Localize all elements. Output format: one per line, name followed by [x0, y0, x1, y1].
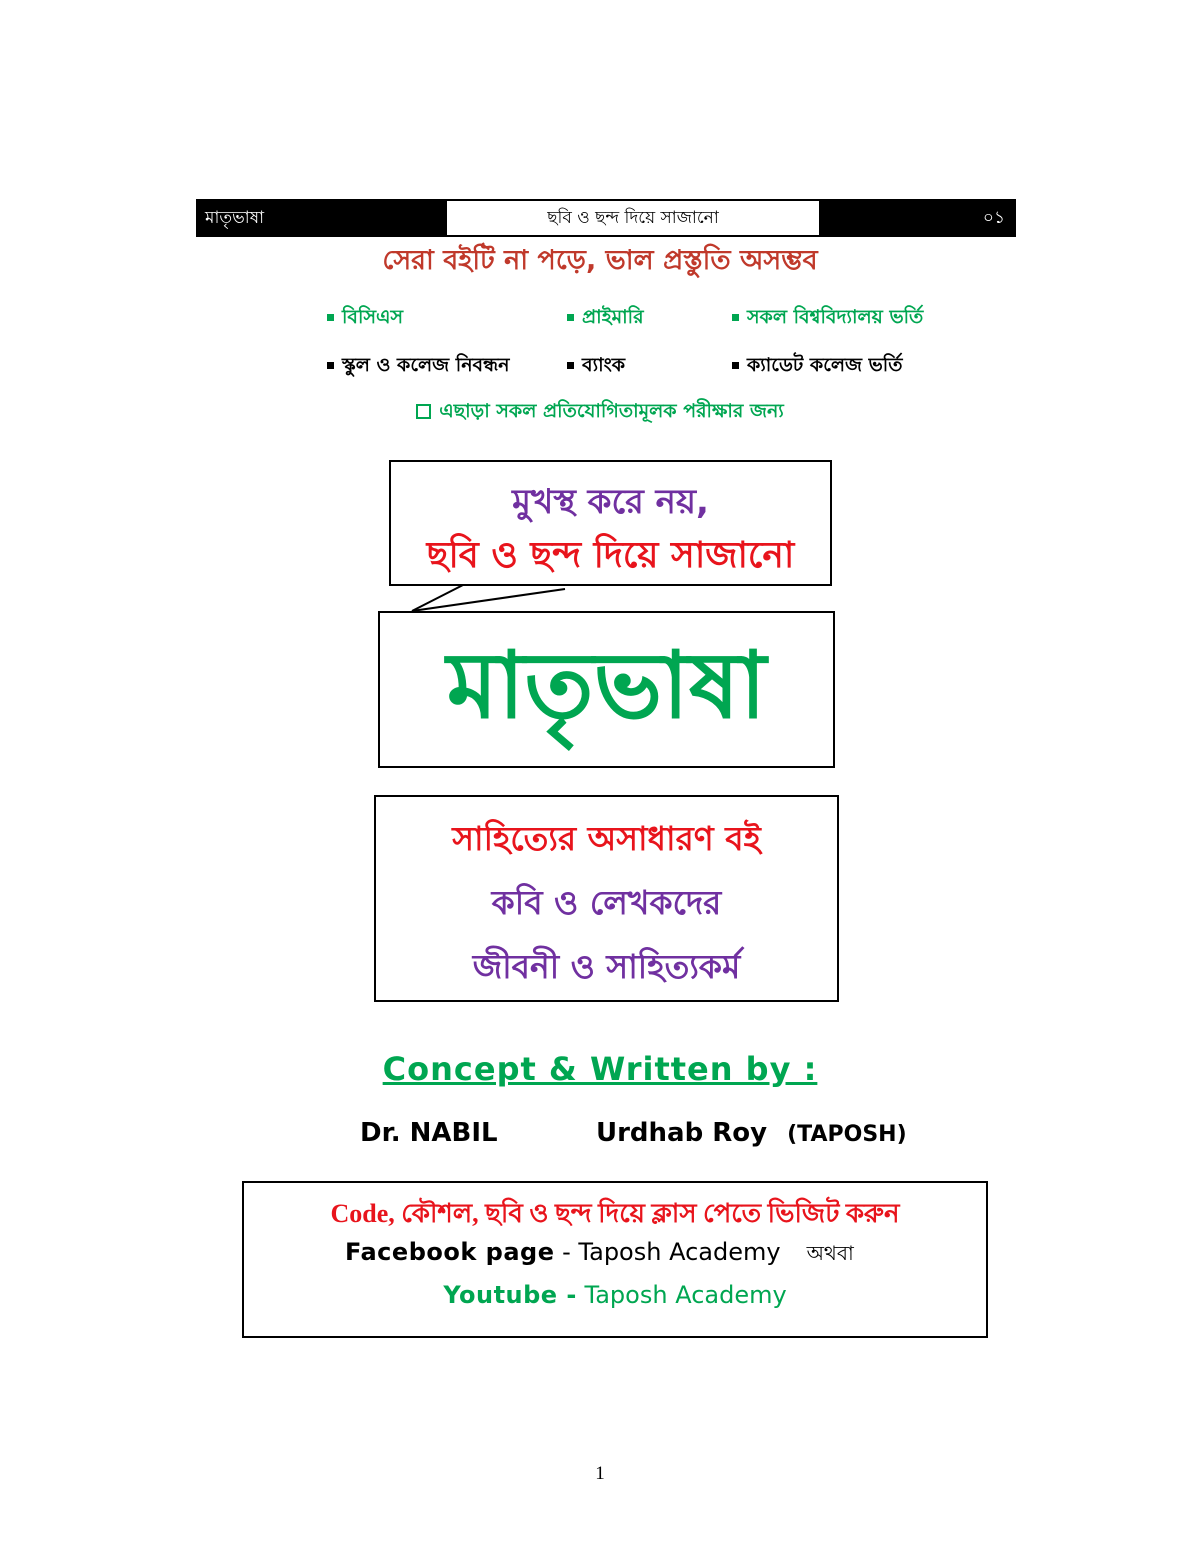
exam-item: ক্যাডেট কলেজ ভর্তি	[732, 351, 902, 383]
square-bullet-icon	[567, 362, 574, 369]
author-second: Urdhab Roy (TAPOSH)	[596, 1118, 907, 1148]
author-first: Dr. NABIL	[360, 1118, 498, 1148]
bubble-line-2: ছবি ও ছন্দ দিয়ে সাজানো	[426, 535, 795, 576]
youtube-label: Youtube -	[443, 1281, 577, 1309]
exam-item: স্কুল ও কলেজ নিবন্ধন	[327, 351, 510, 383]
page-number: 1	[595, 1463, 605, 1484]
exam-item: বিসিএস	[327, 303, 403, 335]
concept-heading: Concept & Written by :	[382, 1050, 818, 1088]
book-title: মাতৃভাষা	[446, 632, 767, 739]
other-exams-note: এছাড়া সকল প্রতিযোগিতামূলক পরীক্ষার জন্য	[0, 397, 1200, 429]
facebook-value: - Taposh Academy	[554, 1238, 781, 1266]
facebook-line	[345, 1238, 854, 1272]
square-bullet-icon	[732, 314, 739, 321]
description-line-1: সাহিত্যের অসাধারণ বই	[452, 819, 761, 858]
or-text: অথবা	[806, 1241, 854, 1265]
header-page-number: ০১	[982, 208, 1005, 228]
youtube-line	[244, 1281, 986, 1309]
tagline: সেরা বইটি না পড়ে, ভাল প্রস্তুতি অসম্ভব	[382, 245, 818, 276]
header-bar	[196, 199, 1016, 237]
speech-bubble	[389, 460, 832, 586]
visit-line: Code, কৌশল, ছবি ও ছন্দ দিয়ে ক্লাস পেতে ভিজিট করুন	[330, 1199, 900, 1228]
description-line-3: জীবনী ও সাহিত্যকর্ম	[472, 947, 741, 986]
exam-item: সকল বিশ্ববিদ্যালয় ভর্তি	[732, 303, 923, 335]
book-title-box	[378, 611, 835, 768]
header-book-title: মাতৃভাষা	[205, 208, 265, 228]
visit-box	[242, 1181, 988, 1338]
square-bullet-icon	[567, 314, 574, 321]
square-bullet-icon	[327, 362, 334, 369]
exam-item: প্রাইমারি	[567, 303, 644, 335]
exam-item: ব্যাংক	[567, 351, 625, 383]
description-box	[374, 795, 839, 1002]
bubble-line-1: মুখস্থ করে নয়,	[512, 482, 709, 522]
square-bullet-icon	[327, 314, 334, 321]
square-bullet-icon	[732, 362, 739, 369]
checkbox-bullet-icon	[416, 404, 431, 419]
youtube-value: Taposh Academy	[576, 1281, 787, 1309]
author-alias: (TAPOSH)	[787, 1122, 907, 1147]
description-line-2: কবি ও লেখকদের	[491, 883, 722, 922]
header-subtitle: ছবি ও ছন্দ দিয়ে সাজানো	[447, 201, 819, 235]
facebook-label: Facebook page	[345, 1238, 555, 1266]
